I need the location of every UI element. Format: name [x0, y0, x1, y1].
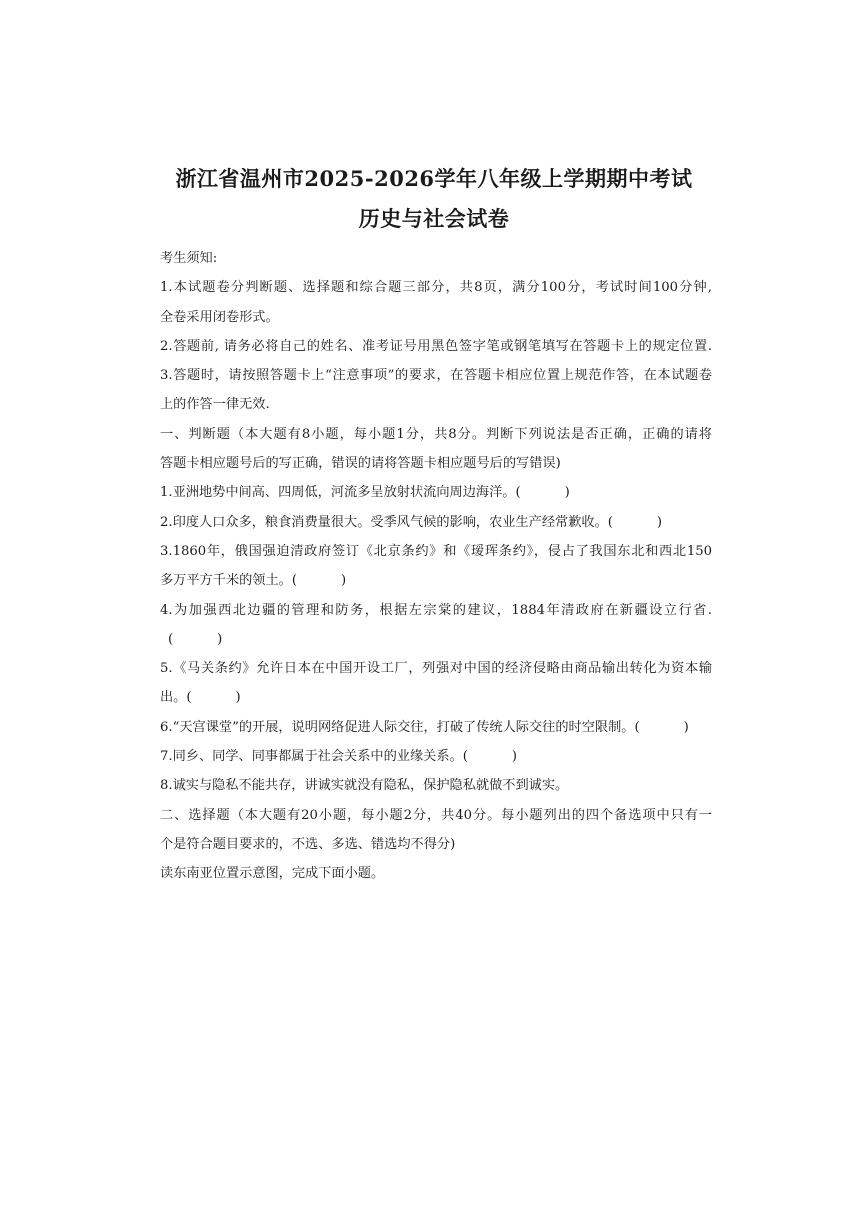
question-7: [160, 742, 712, 771]
section-1-heading-line-1: 一、判断题（本大题有8小题，每小题1分，共8分。判断下列说法是否正确，正确的请将: [160, 426, 712, 442]
question-3-line-2: [160, 566, 712, 595]
question-4-close-paren: ): [217, 631, 223, 647]
question-7-text: 7.同乡、同学、同事都属于社会关系中的业缘关系。(: [160, 749, 468, 765]
section-2-heading-line-1: 二、选择题（本大题有20小题，每小题2分，共40分。每小题列出的四个备选项中只有一: [160, 807, 712, 823]
question-3-close-paren: ): [341, 573, 347, 589]
question-3-text: 多万平方千米的领土。(: [160, 573, 298, 589]
question-4-open-paren: (: [168, 631, 174, 647]
question-6-close-paren: ): [683, 719, 689, 735]
question-6-text: 6.“天宫课堂”的开展，说明网络促进人际交往，打破了传统人际交往的时空限制。(: [160, 719, 640, 735]
section-2-heading-line-2: 个是符合题目要求的，不选、多选、错选均不得分): [160, 836, 456, 852]
question-7-close-paren: ): [511, 749, 518, 765]
question-5-close-paren: ): [235, 690, 241, 706]
question-1-close-paren: ): [564, 485, 570, 501]
question-3-line-1: 3.1860年，俄国强迫清政府签订《北京条约》和《瑷珲条约》，侵占了我国东北和西北150: [160, 543, 712, 559]
notice-item-1-line-2: 全卷采用闭卷形式。: [160, 309, 279, 325]
question-5-text: 出。(: [160, 690, 192, 706]
question-1: [160, 478, 712, 507]
question-2: [160, 508, 712, 537]
notice-item-1-line-1: 1.本试题卷分判断题、选择题和综合题三部分，共8页，满分100分，考试时间100分钟,: [160, 280, 712, 296]
question-6: [160, 713, 712, 742]
notice-item-3-line-2: 上的作答一律无效.: [160, 397, 270, 413]
section-1-heading-line-2: 答题卡相应题号后的写正确，错误的请将答题卡相应题号后的写错误): [160, 456, 561, 472]
question-4-line-1: 4.为加强西北边疆的管理和防务，根据左宗棠的建议，1884年清政府在新疆设立行省.: [160, 602, 712, 618]
question-2-text: 2.印度人口众多，粮食消费量很大。受季风气候的影响，农业生产经常歉收。(: [160, 514, 613, 530]
exam-title: 浙江省温州市2025-2026学年八年级上学期期中考试: [175, 166, 693, 191]
section-2-intro: 读东南亚位置示意图，完成下面小题。: [160, 866, 385, 882]
exam-body: [160, 244, 712, 889]
question-5-line-2: [160, 683, 712, 712]
notice-item-2: 2.答题前, 请务必将自己的姓名、准考证号用黑色签字笔或钢笔填写在答题卡上的规定位置.: [160, 338, 712, 354]
question-2-close-paren: ): [656, 514, 663, 530]
question-8: 8.诚实与隐私不能共存，讲诚实就没有隐私，保护隐私就做不到诚实。: [160, 778, 569, 794]
exam-subtitle: 历史与社会试卷: [358, 206, 510, 231]
notice-heading: 考生须知:: [160, 251, 218, 266]
question-5-line-1: 5.《马关条约》允许日本在中国开设工厂，列强对中国的经济侵略由商品输出转化为资本输: [160, 661, 712, 677]
notice-item-3-line-1: 3.答题时，请按照答题卡上“注意事项”的要求，在答题卡相应位置上规范作答，在本试题卷: [160, 368, 712, 384]
question-4-line-2: [160, 625, 712, 654]
question-1-text: 1.亚洲地势中间高、四周低，河流多呈放射状流向周边海洋。(: [160, 485, 521, 501]
